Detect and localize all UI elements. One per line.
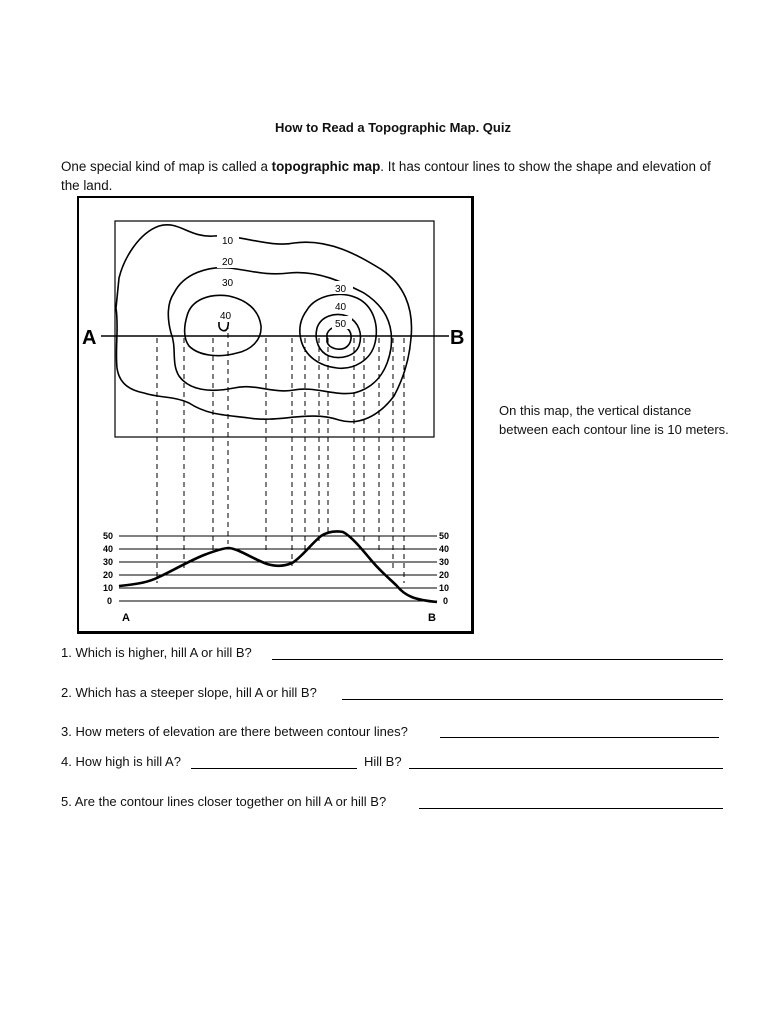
question-4-hill-b: Hill B?: [364, 754, 402, 769]
svg-text:40: 40: [335, 302, 347, 313]
svg-text:30: 30: [439, 557, 450, 567]
topographic-map-svg: [79, 198, 476, 636]
answer-line-1[interactable]: [272, 659, 723, 660]
contour-label-40-hill-a: [217, 309, 235, 322]
question-4: 4. How high is hill A?: [61, 754, 181, 769]
svg-text:30: 30: [103, 557, 114, 567]
question-3: 3. How meters of elevation are there between contour lines?: [61, 724, 408, 739]
contour-20: [168, 268, 391, 394]
svg-text:10: 10: [103, 583, 114, 593]
section-label-b: B: [450, 327, 465, 349]
svg-text:10: 10: [222, 236, 234, 247]
svg-text:20: 20: [439, 570, 450, 580]
section-label-a: A: [82, 327, 97, 349]
profile-ticks-left: [103, 531, 113, 606]
answer-line-4b[interactable]: [409, 768, 723, 769]
contour-label-30-hill-b: [331, 281, 353, 295]
contour-10: [116, 225, 412, 422]
contour-label-20: [217, 255, 239, 268]
intro-paragraph: [61, 157, 731, 195]
svg-text:30: 30: [222, 278, 234, 289]
question-2: 2. Which has a steeper slope, hill A or hill B?: [61, 685, 317, 700]
profile-guide-lines: [119, 536, 437, 601]
svg-text:20: 20: [103, 570, 114, 580]
elevation-profile: [119, 531, 437, 602]
svg-text:50: 50: [103, 531, 114, 541]
contour-label-10: [217, 233, 239, 247]
contour-label-40-hill-b: [331, 299, 353, 313]
contour-30-hill-a: [185, 295, 261, 355]
intro-bold-term: topographic map: [271, 159, 381, 174]
page-title: How to Read a Topographic Map. Quiz: [275, 120, 511, 135]
svg-text:40: 40: [439, 544, 450, 554]
svg-text:40: 40: [103, 544, 114, 554]
svg-text:0: 0: [107, 596, 113, 606]
profile-label-a: A: [122, 612, 130, 624]
answer-line-2[interactable]: [342, 699, 723, 700]
svg-text:20: 20: [222, 257, 234, 268]
profile-label-b: B: [428, 612, 436, 624]
question-5: 5. Are the contour lines closer together on hill A or hill B?: [61, 794, 387, 809]
intro-suffix: . It has contour lines to show the shape and elevation of the land.: [61, 159, 711, 193]
svg-text:50: 50: [335, 319, 347, 330]
svg-text:0: 0: [443, 596, 449, 606]
side-note: On this map, the vertical distance between each contour line is 10 meters.: [499, 403, 729, 437]
topographic-map-figure: [77, 196, 474, 634]
answer-line-3[interactable]: [440, 737, 719, 738]
svg-text:10: 10: [439, 583, 450, 593]
answer-line-4a[interactable]: [191, 768, 357, 769]
contour-label-30: [217, 275, 239, 289]
svg-text:50: 50: [439, 531, 450, 541]
projection-lines: [157, 324, 404, 583]
question-1: 1. Which is higher, hill A or hill B?: [61, 645, 252, 660]
answer-line-5[interactable]: [419, 808, 723, 809]
svg-text:40: 40: [220, 311, 232, 322]
contour-label-50-hill-b: [332, 316, 352, 330]
profile-ticks-right: [439, 531, 449, 606]
intro-prefix: One special kind of map is called a: [61, 159, 272, 174]
svg-text:30: 30: [335, 284, 347, 295]
